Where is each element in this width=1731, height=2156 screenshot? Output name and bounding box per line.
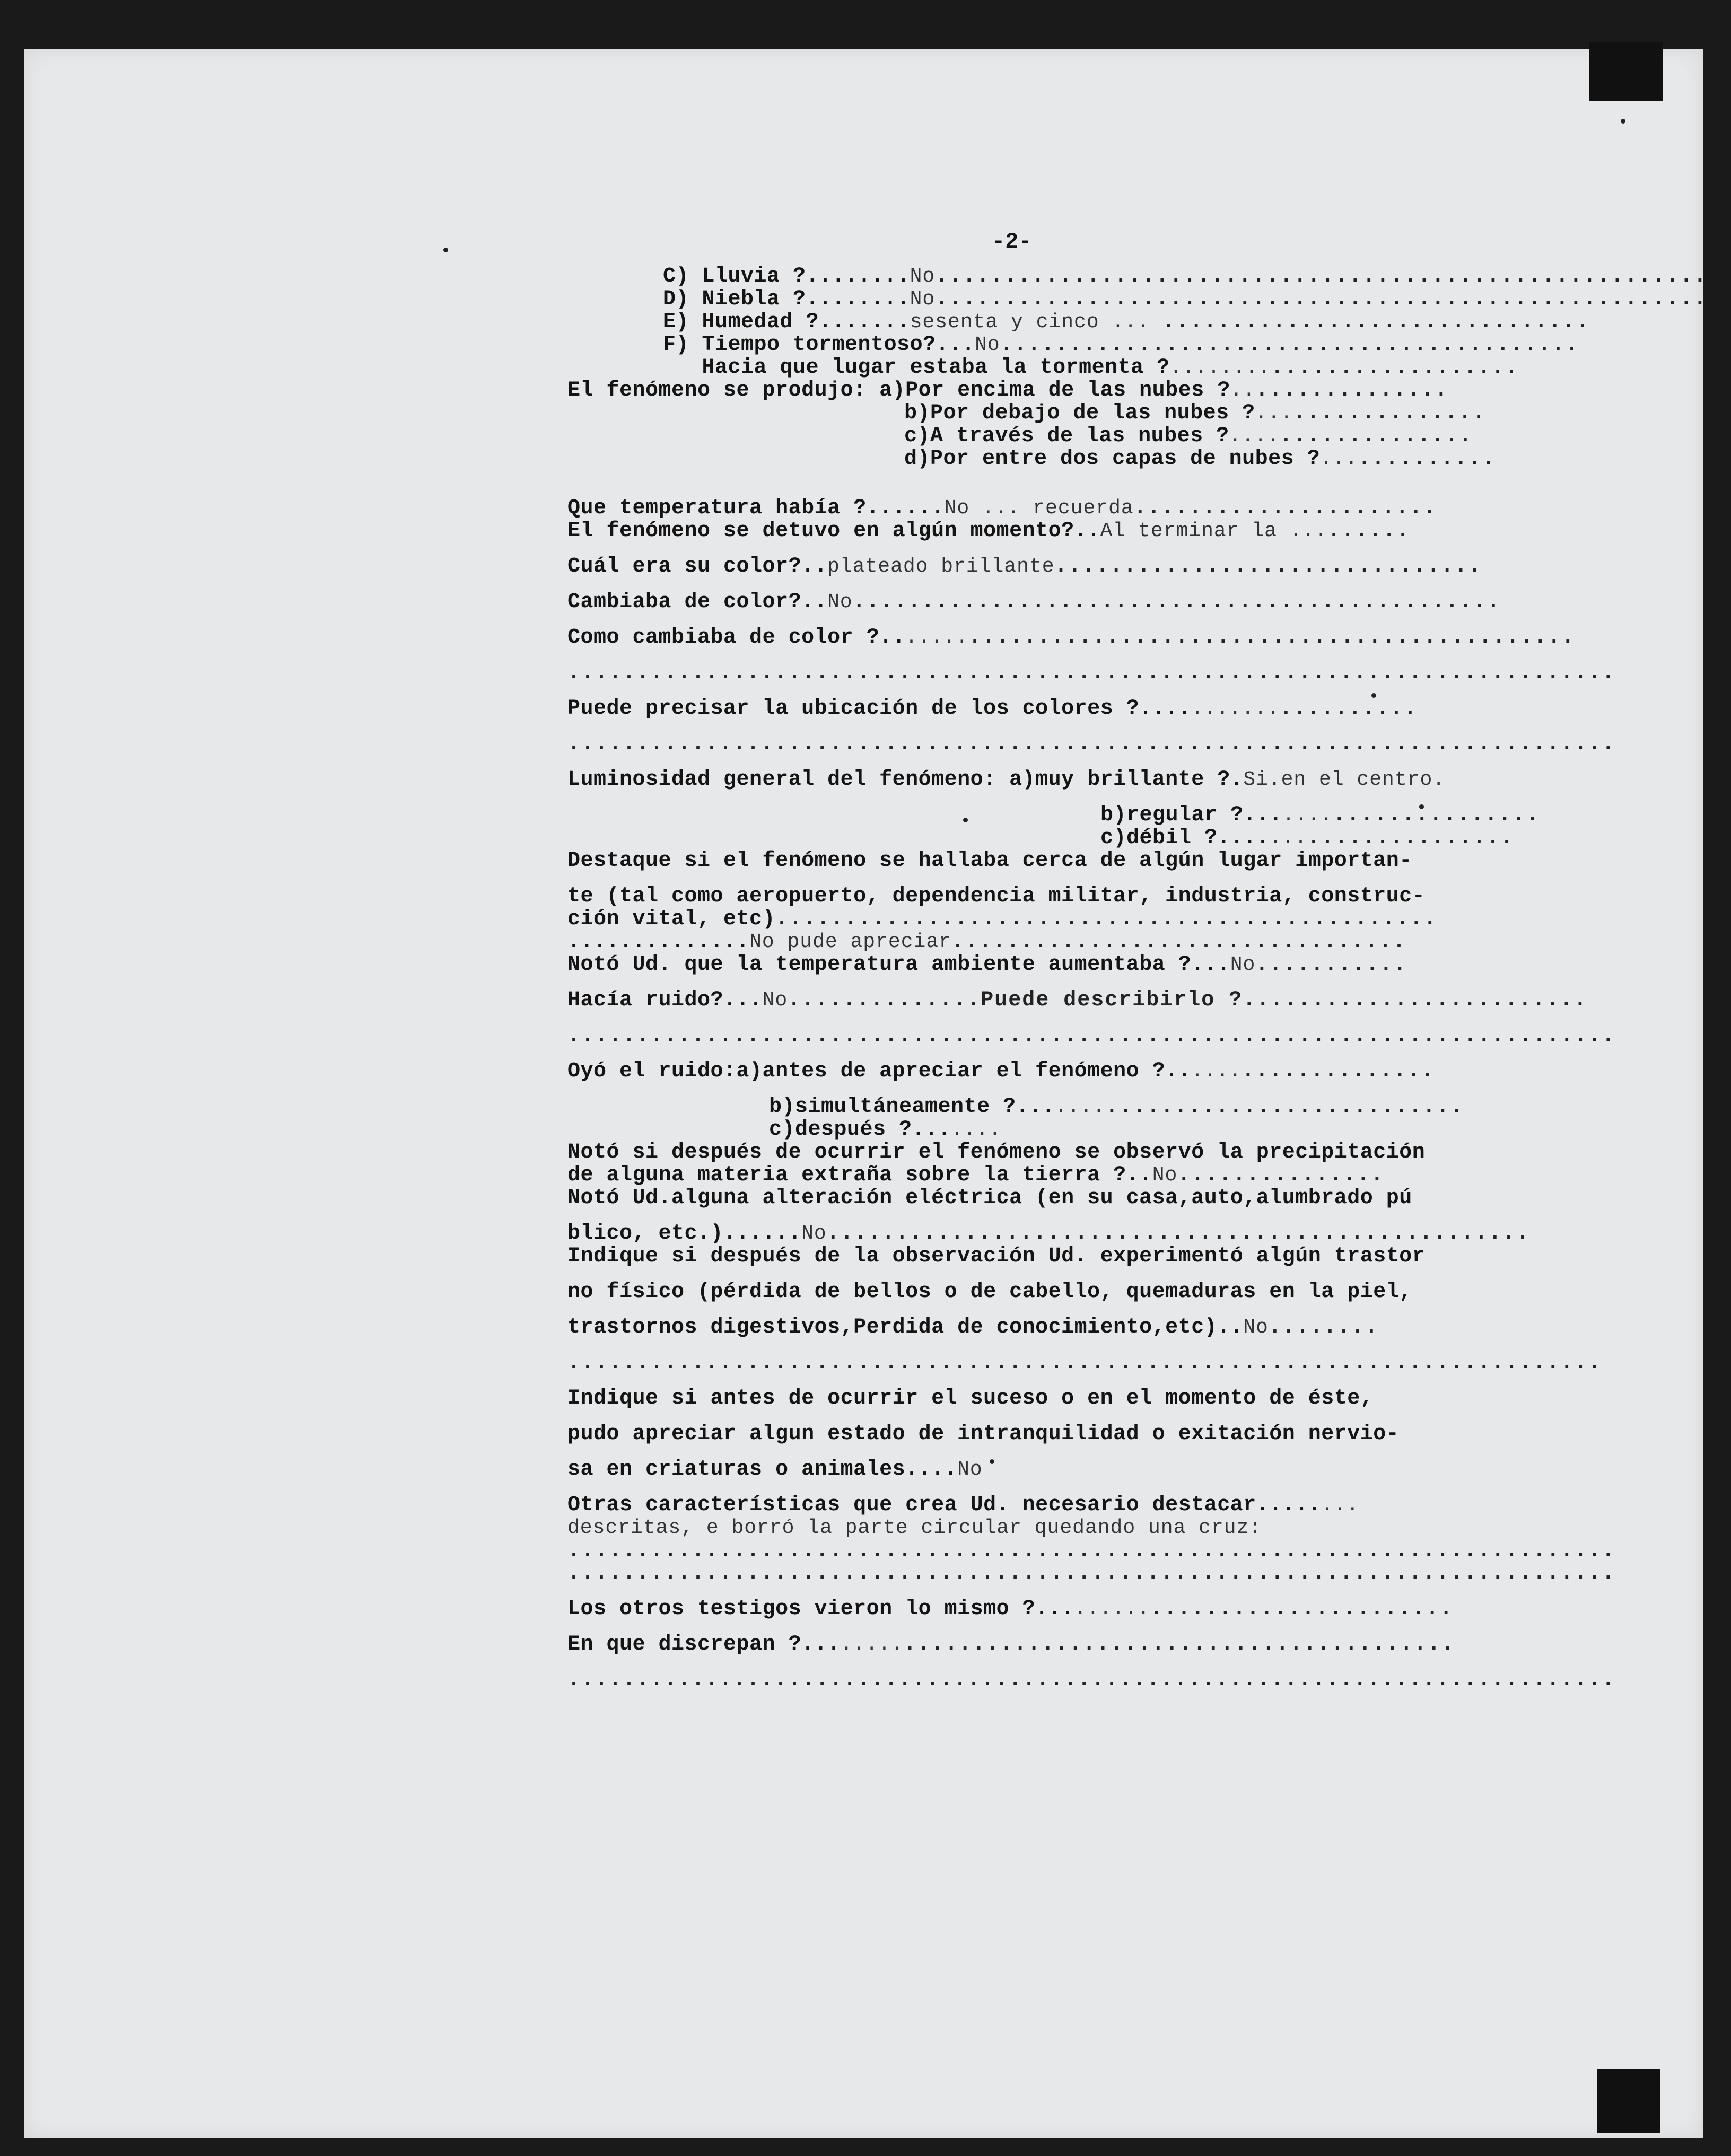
- form-line-humedad: [567, 311, 1596, 334]
- dot-leader: ........................................................: [935, 287, 1708, 311]
- question-label: Los otros testigos vieron lo mismo ?...: [567, 1597, 1074, 1621]
- question-label: Cuál era su color?..: [567, 555, 828, 579]
- typed-answer: No: [1243, 1316, 1269, 1339]
- form-line-lum_b: [567, 804, 1596, 827]
- form-line-ruido: [567, 989, 1596, 1024]
- typed-answer: No: [957, 1458, 983, 1481]
- form-line-lum_c: [567, 827, 1596, 849]
- question-label: de alguna materia extraña sobre la tierra ?..: [567, 1163, 1152, 1187]
- typed-answer: ......: [1074, 1598, 1150, 1620]
- form-line-como_cambiaba: [567, 626, 1596, 662]
- form-line-destaque4: [567, 931, 1596, 953]
- form-line-trastorno2: [567, 1281, 1596, 1316]
- dot-leader: ...............................................: [852, 590, 1501, 614]
- binder-mark-top: [1589, 42, 1663, 101]
- question-label: D) Niebla ?........: [663, 287, 910, 311]
- dot-leader: ...............: [1177, 1163, 1385, 1187]
- question-label: Destaque si el fenómeno se hallaba cerca de algún lugar importan-: [567, 849, 1412, 873]
- form-line-color: [567, 555, 1596, 591]
- question-label: c)A través de las nubes ?: [904, 424, 1229, 448]
- form-line-testigos: [567, 1598, 1596, 1633]
- typed-answer: ....: [1191, 1060, 1242, 1083]
- question-label: Como cambiaba de color ?..: [567, 626, 906, 650]
- typed-answer: No: [910, 288, 936, 311]
- form-line-precip2: [567, 1164, 1596, 1187]
- dot-leader: ..............Puede describirlo ?.........................: [788, 988, 1588, 1012]
- dot-leader: ...............................: [1054, 555, 1482, 579]
- typed-answer: ....: [1055, 1095, 1106, 1118]
- form-line-discrepan: [567, 1633, 1596, 1669]
- question-label: Puede precisar la ubicación de los colores ?....: [567, 697, 1192, 721]
- question-label: pudo apreciar algun estado de intranquilidad o exitación nervio-: [567, 1422, 1400, 1446]
- dot-leader: ..................: [1271, 356, 1519, 380]
- page-number: -2-: [992, 229, 1032, 255]
- dot-leader: ...............: [1333, 803, 1540, 827]
- form-line-blank2: [567, 732, 1616, 768]
- dot-leader: ..........: [1279, 697, 1418, 721]
- question-label: ción vital, etc): [567, 907, 776, 931]
- typed-answer: No ... recuerda: [944, 497, 1134, 520]
- form-line-fenomeno_d: [567, 448, 1596, 470]
- dot-leader: ...............: [1307, 826, 1515, 850]
- form-line-oyo_b: [567, 1095, 1596, 1118]
- form-line-temp_aumentaba: [567, 953, 1596, 989]
- question-label: te (tal como aeropuerto, dependencia militar, industria, construc-: [567, 884, 1426, 908]
- typed-answer: No: [1152, 1164, 1178, 1187]
- question-label: b)simultáneamente ?...: [769, 1095, 1055, 1119]
- dot-leader: ........: [1268, 1316, 1379, 1339]
- dot-leader: .................................: [951, 930, 1407, 954]
- dot-leader: ...........................................................................: [567, 1351, 1602, 1375]
- form-line-oyo_a: [567, 1060, 1596, 1095]
- question-label: Cambiaba de color?..: [567, 590, 828, 614]
- question-label: En que discrepan ?...: [567, 1633, 841, 1657]
- typed-answer: .......: [1191, 697, 1280, 720]
- dot-leader: ..........: [1358, 447, 1496, 471]
- question-label: b)Por debajo de las nubes ?: [904, 401, 1255, 425]
- typed-answer: ...: [1269, 827, 1307, 849]
- dot-leader: ............................................................................: [567, 1668, 1616, 1692]
- dot-leader: ..............: [1242, 1059, 1435, 1083]
- form-line-temperatura: [567, 497, 1596, 520]
- typed-answer: ........: [1169, 356, 1271, 379]
- form-line-tormenta: [567, 356, 1596, 379]
- form-line-lluvia: [567, 265, 1708, 288]
- form-line-electrica2: [567, 1222, 1596, 1245]
- form-line-blank6: [567, 1562, 1616, 1598]
- typed-answer: ...: [1320, 448, 1358, 470]
- dot-leader: ........................................: [903, 1633, 1455, 1657]
- question-label: Oyó el ruido:a)antes de apreciar el fenómeno ?..: [567, 1059, 1192, 1083]
- question-label: Notó Ud.alguna alteración eléctrica (en su casa,auto,alumbrado pú: [567, 1186, 1412, 1210]
- question-label: Otras características que crea Ud. necesario destacar.....: [567, 1493, 1322, 1517]
- typed-answer: No: [801, 1222, 827, 1245]
- question-label: El fenómeno se detuvo en algún momento?..: [567, 519, 1100, 543]
- typed-answer: ....: [1282, 804, 1333, 827]
- question-label: blico, etc.)......: [567, 1222, 802, 1246]
- question-label: Indique si después de la observación Ud. experimentó algún trastor: [567, 1244, 1426, 1268]
- dot-leader: ..........................................: [1000, 333, 1579, 357]
- dot-leader: ........................................................: [935, 265, 1708, 288]
- question-label: trastornos digestivos,Perdida de conocimiento,etc)..: [567, 1316, 1244, 1339]
- form-line-ubicacion: [567, 697, 1596, 733]
- questionnaire-body: [567, 265, 1708, 1704]
- question-label: ..............: [567, 930, 750, 954]
- dot-leader: ......................: [1150, 1597, 1454, 1621]
- typed-answer: plateado brillante: [827, 555, 1055, 578]
- typed-answer: .....: [840, 1633, 904, 1656]
- form-line-fenomeno_c: [567, 425, 1596, 448]
- question-label: sa en criaturas o animales....: [567, 1458, 958, 1482]
- question-label: Que temperatura había ?......: [567, 496, 945, 520]
- form-line-tormentoso: [567, 334, 1596, 356]
- question-label: Indique si antes de ocurrir el suceso o en el momento de éste,: [567, 1387, 1374, 1410]
- question-label: b)regular ?...: [1100, 803, 1283, 827]
- form-line-blank4: [567, 1351, 1602, 1387]
- form-line-lum_a: [567, 768, 1596, 804]
- dot-leader: ......: [1327, 519, 1411, 543]
- question-label: Notó Ud. que la temperatura ambiente aumentaba ?...: [567, 953, 1230, 977]
- question-label: C) Lluvia ?........: [663, 265, 910, 288]
- typed-answer: ....: [951, 1118, 1002, 1141]
- dot-leader: ............................................................................: [567, 732, 1616, 756]
- form-line-fenomeno_a: [567, 379, 1596, 402]
- question-label: El fenómeno se produjo: a)Por encima de las nubes ?: [567, 379, 1230, 402]
- question-label: Luminosidad general del fenómeno: a)muy brillante ?.: [567, 768, 1244, 792]
- form-line-fenomeno_b: [567, 402, 1596, 425]
- dot-leader: ..............: [1255, 379, 1449, 402]
- form-line-destaque3: [567, 908, 1596, 931]
- question-label: E) Humedad ?.......: [663, 310, 910, 334]
- form-line-detuvo: [567, 520, 1596, 555]
- dot-leader: ............................................................................: [567, 1562, 1616, 1585]
- typed-answer: No: [975, 334, 1000, 356]
- question-label: no físico (pérdida de bellos o de cabello, quemaduras en la piel,: [567, 1280, 1412, 1304]
- question-label: c)débil ?....: [1100, 826, 1270, 850]
- dot-leader: ...........: [1255, 953, 1407, 977]
- form-line-trastorno3: [567, 1316, 1596, 1352]
- typed-answer: No pude apreciar: [749, 931, 951, 953]
- form-line-trastorno1: [567, 1245, 1596, 1281]
- form-line-precip1: [567, 1141, 1596, 1164]
- form-line-otras1: [567, 1494, 1596, 1517]
- dot-leader: ...............................: [1162, 310, 1590, 334]
- typed-answer: ..: [1230, 379, 1256, 402]
- dot-leader: ..............: [1279, 424, 1473, 448]
- form-line-blank5: [567, 1539, 1616, 1563]
- form-line-blank1: [567, 661, 1616, 697]
- form-line-animales1: [567, 1387, 1596, 1423]
- dot-leader: ................................................: [775, 907, 1438, 931]
- form-line-otras2: [567, 1517, 1596, 1539]
- form-line-destaque2: [567, 885, 1596, 908]
- dot-leader: ............................................................................: [567, 1024, 1616, 1048]
- form-line-blank7: [567, 1668, 1616, 1704]
- form-line-oyo_c: [567, 1118, 1596, 1141]
- dot-leader: ...................................................: [826, 1222, 1530, 1246]
- binder-mark-bottom: [1597, 2069, 1660, 2133]
- typed-answer: ...: [1255, 402, 1293, 425]
- dot-leader: ............................................................................: [567, 1539, 1616, 1563]
- typed-answer: descritas, e borró la parte circular quedando una cruz:: [567, 1517, 1262, 1539]
- typed-answer: ...: [1321, 1494, 1359, 1517]
- question-label: c)después ?...: [769, 1118, 951, 1142]
- typed-answer: No: [1230, 953, 1256, 976]
- typed-answer: Al terminar la ...: [1100, 520, 1328, 542]
- form-line-animales3: [567, 1458, 1596, 1494]
- form-line-niebla: [567, 287, 1708, 311]
- dot-leader: ............................................: [968, 626, 1576, 650]
- typed-answer: No: [910, 265, 936, 288]
- typed-answer: Si.en el centro.: [1243, 768, 1446, 791]
- form-line-destaque1: [567, 849, 1596, 885]
- typed-answer: .....: [905, 626, 969, 649]
- typed-answer: No: [762, 989, 788, 1012]
- form-line-blank3: [567, 1024, 1616, 1060]
- question-label: Notó si después de ocurrir el fenómeno se observó la precipitación: [567, 1141, 1426, 1164]
- dot-leader: ............................................................................: [567, 661, 1616, 685]
- dot-leader: ..............: [1293, 401, 1487, 425]
- question-label: d)Por entre dos capas de nubes ?: [904, 447, 1321, 471]
- form-line-cambiaba: [567, 591, 1596, 626]
- form-line-electrica1: [567, 1187, 1596, 1222]
- form-line-animales2: [567, 1423, 1596, 1458]
- question-label: Hacia que lugar estaba la tormenta ?: [663, 356, 1170, 380]
- speck: [443, 248, 448, 252]
- question-label: F) Tiempo tormentoso?...: [663, 333, 975, 357]
- speck: [1621, 119, 1625, 124]
- question-label: Hacía ruido?...: [567, 988, 763, 1012]
- typed-answer: ....: [1229, 425, 1280, 448]
- dot-leader: ......................: [1133, 496, 1437, 520]
- typed-answer: No: [827, 591, 853, 614]
- typed-answer: sesenta y cinco ...: [910, 311, 1162, 334]
- dot-leader: ..........................: [1105, 1095, 1464, 1119]
